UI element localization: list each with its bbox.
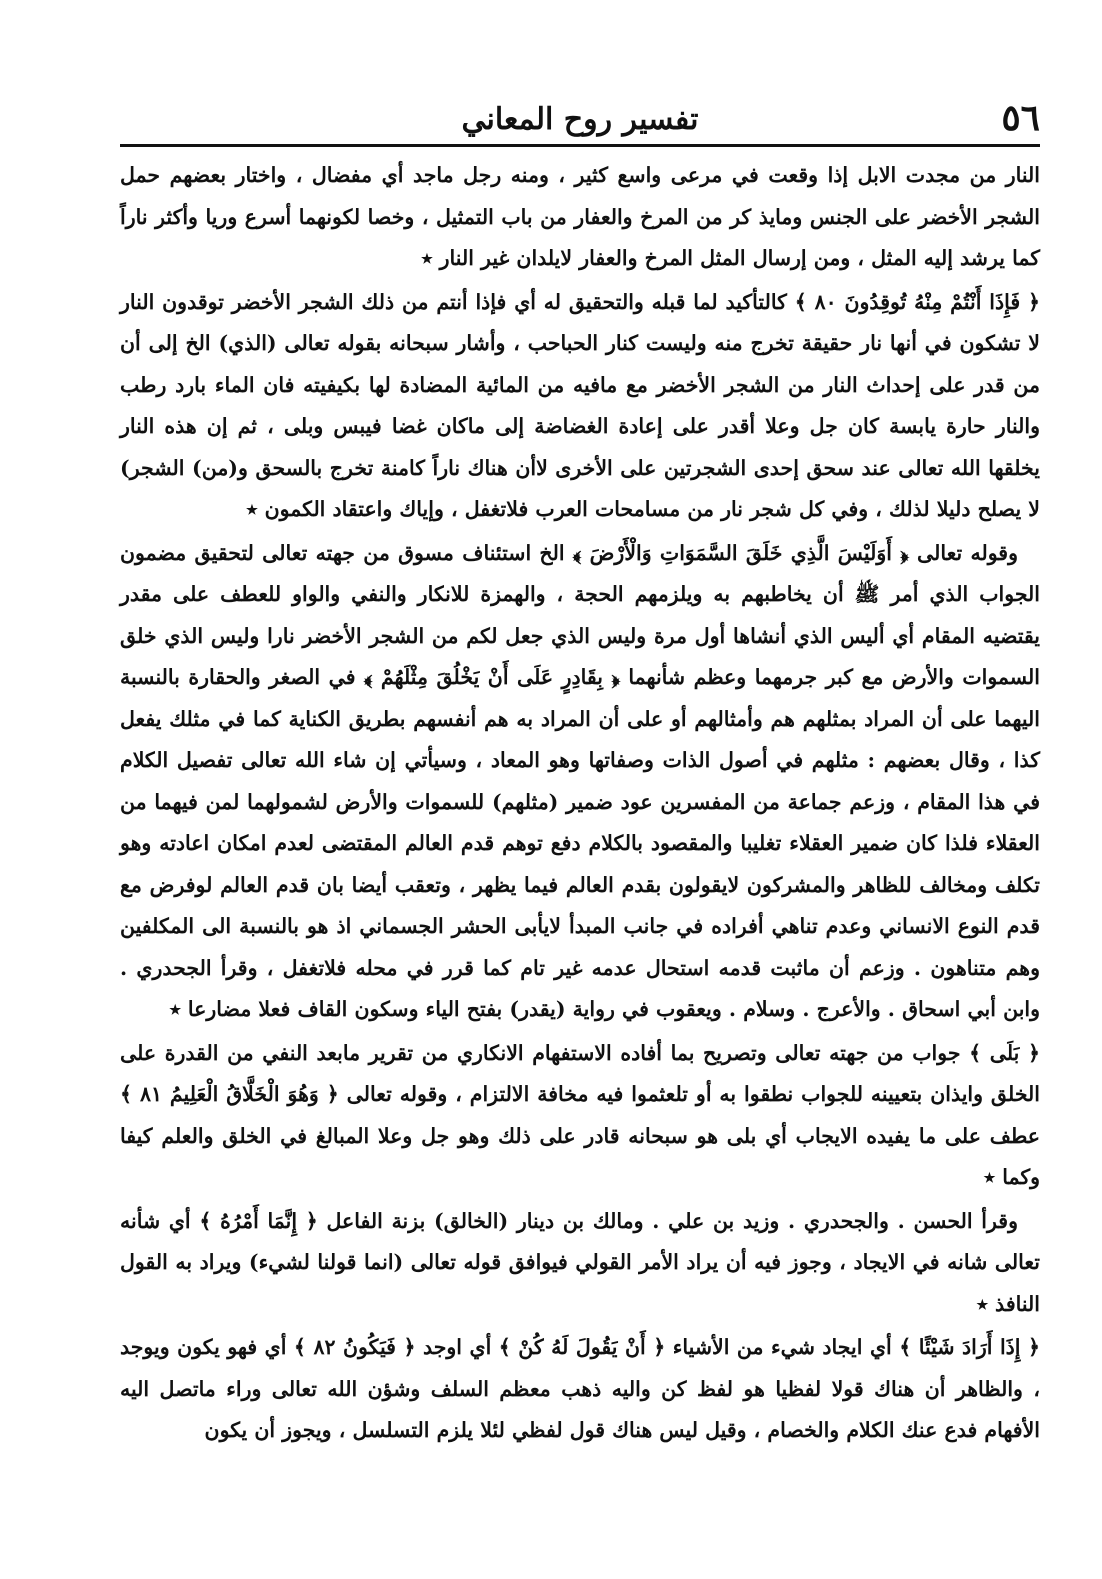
paragraph: ﴿ بَلَى ﴾ جواب من جهته تعالى وتصريح بما أفاده الاستفهام الانكاري من تقرير مابعد النفي من القدرة على الخلق وايذان بتعيينه للجواب نطقوا به أو تلعثموا فيه مخافة الالتزام ، وقوله تعالى ﴿ وَهُوَ الْخَلَّاقُ الْعَلِيمُ ٨١ ﴾ عطف على ما يفيده الايجاب أي بلى هو سبحانه قادر على ذلك وهو جل وعلا المبالغ في الخلق والعلم كيفا وكما ٭ <box>120 1040 1040 1189</box>
paragraph: النار من مجدت الابل إذا وقعت في مرعى واسع كثير ، ومنه رجل ماجد أي مفضال ، واختار بعضهم حمل الشجر الأخضر على الجنس ومايذ كر من المرخ والعفار من باب التمثيل ، وخصا لكونهما أسرع وريا وأكثر ناراً كما يرشد إليه المثل ، ومن إرسال المثل المرخ والعفار لايلدان غير النار ٭ <box>120 163 1040 270</box>
page-number: ٥٦ <box>1001 97 1040 139</box>
paragraph: وقرأ الحسن . والجحدري . وزيد بن علي . ومالك بن دينار (الخالق) بزنة الفاعل ﴿ إِنَّمَا أَمْرُهُ ﴾ أي شأنه تعالى شانه في الايجاد ، وجوز فيه أن يراد الأمر القولي فيوافق قوله تعالى (انما قولنا لشيء) ويراد به القول النافذ ٭ <box>120 1208 1040 1316</box>
paragraph: وقوله تعالى ﴿ أَوَلَيْسَ الَّذِي خَلَقَ السَّمَوَاتِ وَالْأَرْضَ ﴾ الخ استئناف مسوق من جهته تعالى لتحقيق مضمون الجواب الذي أمر ﷺ أن يخاطبهم به ويلزمهم الحجة ، والهمزة للانكار والنفي والواو للعطف على مقدر يقتضيه المقام أي أليس الذي أنشاها أول مرة وليس الذي جعل لكم من الشجر الأخضر نارا وليس الذي خلق السموات والأرض مع كبر جرمهما وعظم شأنهما ﴿ بِقَادِرٍ عَلَى أَنْ يَخْلُقَ مِثْلَهُمْ ﴾ في الصغر والحقارة بالنسبة اليهما على أن المراد بمثلهم هم وأمثالهم أو على أن المراد به هم أنفسهم بطريق الكناية كما في مثلك يفعل كذا ، وقال بعضهم : مثلهم في أصول الذات وصفاتها وهو المعاد ، وسيأتي إن شاء الله تعالى تفصيل الكلام في هذا المقام ، وزعم جماعة من المفسرين عود ضمير (مثلهم) للسموات والأرض لشمولهما لمن فيهما من العقلاء فلذا كان ضمير العقلاء تغليبا والمقصود بالكلام دفع توهم قدم العالم المقتضى لعدم امكان اعادته وهو تكلف ومخالف للظاهر والمشركون لايقولون بقدم العالم فيما يظهر ، وتعقب أيضا بان قدم العالم لوفرض مع قدم النوع الانساني وعدم تناهي أفراده في جانب المبدأ لايأبى الحشر الجسماني اذ هو بالنسبة الى المكلفين وهم متناهون . وزعم أن ماثبت قدمه استحال عدمه غير تام كما قرر في محله فلاتغفل ، وقرأ الجحدري . وابن أبي اسحاق . والأعرج . وسلام . ويعقوب في رواية (يقدر) بفتح الياء وسكون القاف فعلا مضارعا ٭ <box>120 540 1040 1021</box>
body-text <box>120 155 1040 1452</box>
header-rule <box>120 144 1040 147</box>
running-head <box>120 96 1040 140</box>
paragraph: ﴿ فَإِذَا أَنْتُمْ مِنْهُ تُوقِدُونَ ٨٠ ﴾ كالتأكيد لما قبله والتحقيق له أي فإذا أنتم من ذلك الشجر الأخضر توقدون النار لا تشكون في أنها نار حقيقة تخرج منه وليست كنار الحباحب ، وأشار سبحانه بقوله تعالى (الذي) الخ إلى أن من قدر على إحداث النار من الشجر الأخضر مع مافيه من المائية المضادة لها بكيفيته فان الماء بارد رطب والنار حارة يابسة كان جل وعلا أقدر على إعادة الغضاضة إلى ماكان غضا فيبس وبلى ، ثم إن هذه النار يخلقها الله تعالى عند سحق إحدى الشجرتين على الأخرى لاأن هناك ناراً كامنة تخرج بالسحق و(من) الشجر) لا يصلح دليلا لذلك ، وفي كل شجر نار من مسامحات العرب فلاتغفل ، وإياك واعتقاد الكمون ٭ <box>120 289 1040 521</box>
running-title: تفسير روح المعاني <box>461 102 699 137</box>
book-page <box>120 96 1040 1454</box>
paragraph: ﴿ إِذَا أَرَادَ شَيْئًا ﴾ أي ايجاد شيء من الأشياء ﴿ أَنْ يَقُولَ لَهُ كُنْ ﴾ أي اوجد ﴿ فَيَكُونُ ٨٢ ﴾ أي فهو يكون ويوجد ، والظاهر أن هناك قولا لفظيا هو لفظ كن واليه ذهب معظم السلف وشؤن الله تعالى وراء ماتصل اليه الأفهام فدع عنك الكلام والخصام ، وقيل ليس هناك قول لفظي لئلا يلزم التسلسل ، ويجوز أن يكون <box>120 1335 1040 1442</box>
